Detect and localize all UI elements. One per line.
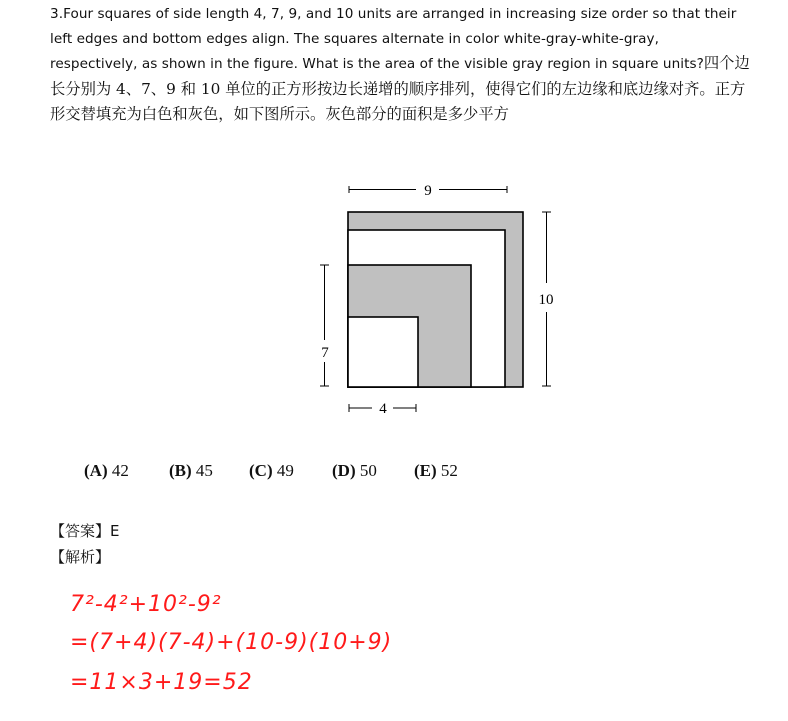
handwriting-line-2: =(7+4)(7-4)+(10-9)(10+9) [70,630,393,655]
analysis-label: 【解析】 [50,548,111,566]
dimension-7 [320,265,329,386]
choice-a: (A) 42 [84,461,129,480]
choice-e: (E) 52 [414,461,458,480]
label-4: 4 [379,401,387,417]
label-9: 9 [424,183,432,199]
question-english: 3.Four squares of side length 4, 7, 9, and 10 units are arranged in increasing size order so that their left edges and bottom edges align. The squares alternate in color white-gray-white-gray, respectively, as shown in the figure. What is the area of the visible gray region in square units? [50,6,737,73]
label-10: 10 [538,292,554,308]
handwriting-line-1: 7²-4²+10²-9² [70,592,222,617]
answer-section [50,518,119,570]
choice-b: (B) 45 [169,461,213,480]
label-7: 7 [321,345,329,361]
answer-label: 【答案】E [50,522,120,540]
choice-d: (D) 50 [332,461,377,480]
square-4-white [348,317,418,387]
question-chinese: 四个边长分别为 4、7、9 和 10 单位的正方形按边长递增的顺序排列，使得它们的左边缘和底边缘对齐。正方形交替填充为白色和灰色，如下图所示。灰色部分的面积是多少平方 [50,54,750,124]
choice-c: (C) 49 [249,461,294,480]
handwriting-line-3: =11×3+19=52 [70,670,253,695]
